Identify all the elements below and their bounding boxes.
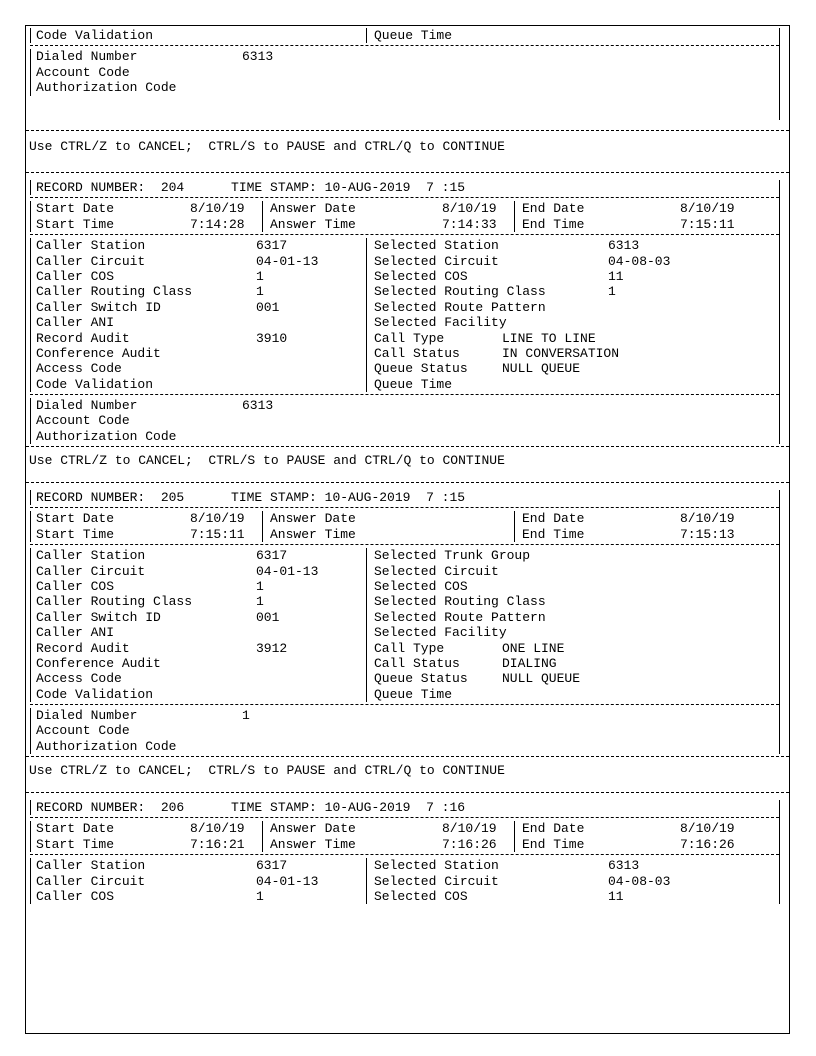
selected-field-value: 6313 — [608, 238, 640, 254]
queue-time-label: Queue Time — [374, 28, 453, 43]
selected-field-label: Selected Route Pattern — [374, 299, 546, 315]
times-section — [30, 511, 779, 542]
detail-row — [30, 377, 779, 392]
caller-field-value: 1 — [256, 284, 264, 300]
detail-row — [30, 254, 779, 269]
separator-line — [26, 172, 789, 173]
caller-field-value: 04-01-13 — [256, 563, 319, 579]
selected-field-label: Selected Circuit — [374, 253, 499, 269]
record-block — [30, 180, 779, 444]
detail-row — [30, 656, 779, 671]
start-date-label: Start Date — [36, 511, 115, 527]
end-time-value: 7:15:13 — [680, 526, 735, 542]
record-header — [30, 180, 779, 195]
selected-field-value: NULL QUEUE — [502, 361, 581, 377]
partial-dialed-section — [30, 49, 779, 95]
answer-date-value: 8/10/19 — [442, 201, 497, 217]
detail-row — [30, 889, 779, 904]
account-code-label: Account Code — [36, 723, 130, 739]
record-header — [30, 490, 779, 505]
caller-selected-section — [30, 548, 779, 702]
caller-field-label: Code Validation — [36, 686, 154, 702]
separator-line — [26, 792, 789, 793]
separator-line — [26, 482, 789, 483]
caller-field-value: 1 — [256, 578, 264, 594]
record-block — [30, 490, 779, 754]
times-section — [30, 821, 779, 852]
selected-field-label: Queue Status — [374, 361, 468, 377]
caller-field-label: Access Code — [36, 671, 122, 687]
selected-field-value: IN CONVERSATION — [502, 345, 620, 361]
code-validation-label: Code Validation — [36, 28, 154, 43]
authorization-code-label: Authorization Code — [36, 738, 177, 754]
caller-field-label: Caller Circuit — [36, 563, 146, 579]
record-number-timestamp: RECORD NUMBER: 205 TIME STAMP: 10-AUG-2019 7 :15 — [36, 490, 466, 505]
times-section — [30, 201, 779, 232]
record-block — [30, 800, 779, 904]
separator-line — [26, 446, 789, 447]
start-date-label: Start Date — [36, 201, 115, 217]
selected-field-label: Selected COS — [374, 888, 468, 904]
selected-field-label: Queue Time — [374, 376, 453, 392]
end-time-label: End Time — [522, 526, 585, 542]
selected-field-label: Call Type — [374, 330, 445, 346]
dialed-number-label: Dialed Number — [36, 398, 138, 414]
dialed-number-label: Dialed Number — [36, 708, 138, 724]
selected-field-label: Selected Routing Class — [374, 284, 546, 300]
caller-field-value: 3910 — [256, 330, 288, 346]
detail-row — [30, 641, 779, 656]
selected-field-label: Selected COS — [374, 578, 468, 594]
selected-field-label: Selected Route Pattern — [374, 609, 546, 625]
start-time-label: Start Time — [36, 836, 115, 852]
separator-line — [26, 130, 789, 131]
caller-selected-section — [30, 238, 779, 392]
caller-field-value: 001 — [256, 299, 280, 315]
end-time-label: End Time — [522, 836, 585, 852]
answer-date-value: 8/10/19 — [442, 821, 497, 837]
separator-line — [26, 756, 789, 757]
selected-field-value: 04-08-03 — [608, 873, 671, 889]
selected-field-label: Selected COS — [374, 268, 468, 284]
detail-row — [30, 671, 779, 686]
account-code-label: Account Code — [36, 64, 130, 80]
caller-field-label: Caller Station — [36, 548, 146, 564]
caller-field-value: 1 — [256, 268, 264, 284]
end-date-value: 8/10/19 — [680, 201, 735, 217]
caller-field-label: Caller Routing Class — [36, 594, 193, 610]
detail-row — [30, 610, 779, 625]
caller-field-label: Caller Switch ID — [36, 609, 161, 625]
authorization-code-label: Authorization Code — [36, 428, 177, 444]
caller-field-label: Caller Station — [36, 858, 146, 874]
selected-field-value: 1 — [608, 284, 616, 300]
selected-field-label: Selected Routing Class — [374, 594, 546, 610]
selected-field-value: NULL QUEUE — [502, 671, 581, 687]
detail-row — [30, 300, 779, 315]
selected-field-value: 04-08-03 — [608, 253, 671, 269]
detail-row — [30, 238, 779, 253]
dialed-number-value: 1 — [242, 708, 250, 724]
partial-record-top — [30, 28, 779, 96]
selected-field-label: Selected Circuit — [374, 873, 499, 889]
answer-time-label: Answer Time — [270, 526, 356, 542]
dialed-number-label: Dialed Number — [36, 49, 138, 65]
detail-row — [30, 361, 779, 376]
record-number-timestamp: RECORD NUMBER: 204 TIME STAMP: 10-AUG-2019 7 :15 — [36, 180, 466, 195]
caller-field-label: Caller ANI — [36, 315, 115, 331]
end-time-value: 7:16:26 — [680, 836, 735, 852]
start-time-label: Start Time — [36, 216, 115, 232]
start-time-label: Start Time — [36, 526, 115, 542]
caller-field-value: 6317 — [256, 238, 288, 254]
selected-field-value: 11 — [608, 268, 624, 284]
detail-row — [30, 625, 779, 640]
caller-field-label: Caller ANI — [36, 625, 115, 641]
caller-field-label: Record Audit — [36, 330, 130, 346]
answer-date-label: Answer Date — [270, 201, 356, 217]
detail-row — [30, 579, 779, 594]
caller-field-value: 3912 — [256, 640, 288, 656]
end-time-value: 7:15:11 — [680, 216, 735, 232]
account-code-label: Account Code — [36, 413, 130, 429]
caller-selected-section — [30, 858, 779, 904]
detail-row — [30, 346, 779, 361]
end-date-value: 8/10/19 — [680, 821, 735, 837]
answer-time-value: 7:14:33 — [442, 216, 497, 232]
caller-field-label: Caller COS — [36, 578, 115, 594]
detail-row — [30, 269, 779, 284]
detail-row — [30, 284, 779, 299]
caller-field-value: 6317 — [256, 548, 288, 564]
caller-field-value: 001 — [256, 609, 280, 625]
detail-row — [30, 874, 779, 889]
caller-field-label: Code Validation — [36, 376, 154, 392]
detail-row — [30, 564, 779, 579]
selected-field-label: Selected Facility — [374, 315, 507, 331]
dialed-section — [30, 708, 779, 754]
answer-time-label: Answer Time — [270, 836, 356, 852]
detail-row — [30, 594, 779, 609]
caller-field-label: Caller COS — [36, 268, 115, 284]
caller-field-label: Caller COS — [36, 888, 115, 904]
selected-field-label: Selected Trunk Group — [374, 548, 531, 564]
caller-field-value: 04-01-13 — [256, 253, 319, 269]
authorization-code-label: Authorization Code — [36, 80, 177, 96]
dialed-section — [30, 398, 779, 444]
selected-field-label: Queue Time — [374, 686, 453, 702]
detail-row — [30, 315, 779, 330]
dialed-number-value: 6313 — [242, 398, 274, 414]
end-date-label: End Date — [522, 201, 585, 217]
selected-field-label: Selected Circuit — [374, 563, 499, 579]
selected-field-value: DIALING — [502, 655, 557, 671]
end-date-label: End Date — [522, 511, 585, 527]
detail-row — [30, 687, 779, 702]
caller-field-value: 1 — [256, 888, 264, 904]
answer-time-value: 7:16:26 — [442, 836, 497, 852]
detail-row — [30, 331, 779, 346]
caller-field-value: 6317 — [256, 858, 288, 874]
caller-field-label: Conference Audit — [36, 345, 161, 361]
caller-field-label: Caller Routing Class — [36, 284, 193, 300]
selected-field-value: 6313 — [608, 858, 640, 874]
dialed-number-value: 6313 — [242, 49, 274, 65]
record-number-timestamp: RECORD NUMBER: 206 TIME STAMP: 10-AUG-2019 7 :16 — [36, 800, 466, 815]
selected-field-label: Selected Station — [374, 238, 499, 254]
control-notice: Use CTRL/Z to CANCEL; CTRL/S to PAUSE and CTRL/Q to CONTINUE — [29, 453, 505, 468]
start-date-value: 8/10/19 — [190, 511, 245, 527]
start-time-value: 7:15:11 — [190, 526, 245, 542]
end-date-label: End Date — [522, 821, 585, 837]
selected-field-label: Queue Status — [374, 671, 468, 687]
selected-field-label: Selected Facility — [374, 625, 507, 641]
control-notice: Use CTRL/Z to CANCEL; CTRL/S to PAUSE and CTRL/Q to CONTINUE — [29, 763, 505, 778]
caller-field-label: Access Code — [36, 361, 122, 377]
caller-field-value: 1 — [256, 594, 264, 610]
report-page — [25, 25, 790, 1034]
start-date-label: Start Date — [36, 821, 115, 837]
selected-field-value: 11 — [608, 888, 624, 904]
detail-row — [30, 548, 779, 563]
start-date-value: 8/10/19 — [190, 821, 245, 837]
answer-time-label: Answer Time — [270, 216, 356, 232]
start-time-value: 7:16:21 — [190, 836, 245, 852]
start-time-value: 7:14:28 — [190, 216, 245, 232]
control-notice: Use CTRL/Z to CANCEL; CTRL/S to PAUSE and CTRL/Q to CONTINUE — [29, 139, 505, 154]
end-time-label: End Time — [522, 216, 585, 232]
caller-field-label: Caller Circuit — [36, 873, 146, 889]
caller-field-label: Conference Audit — [36, 655, 161, 671]
caller-field-value: 04-01-13 — [256, 873, 319, 889]
caller-field-label: Caller Circuit — [36, 253, 146, 269]
answer-date-label: Answer Date — [270, 821, 356, 837]
caller-field-label: Record Audit — [36, 640, 130, 656]
end-date-value: 8/10/19 — [680, 511, 735, 527]
answer-date-label: Answer Date — [270, 511, 356, 527]
partial-main-section — [30, 28, 779, 43]
selected-field-value: ONE LINE — [502, 640, 565, 656]
selected-field-label: Call Status — [374, 345, 460, 361]
start-date-value: 8/10/19 — [190, 201, 245, 217]
selected-field-value: LINE TO LINE — [502, 330, 596, 346]
caller-field-label: Caller Switch ID — [36, 299, 161, 315]
record-header — [30, 800, 779, 815]
detail-row — [30, 858, 779, 873]
selected-field-label: Selected Station — [374, 858, 499, 874]
selected-field-label: Call Status — [374, 655, 460, 671]
selected-field-label: Call Type — [374, 640, 445, 656]
caller-field-label: Caller Station — [36, 238, 146, 254]
